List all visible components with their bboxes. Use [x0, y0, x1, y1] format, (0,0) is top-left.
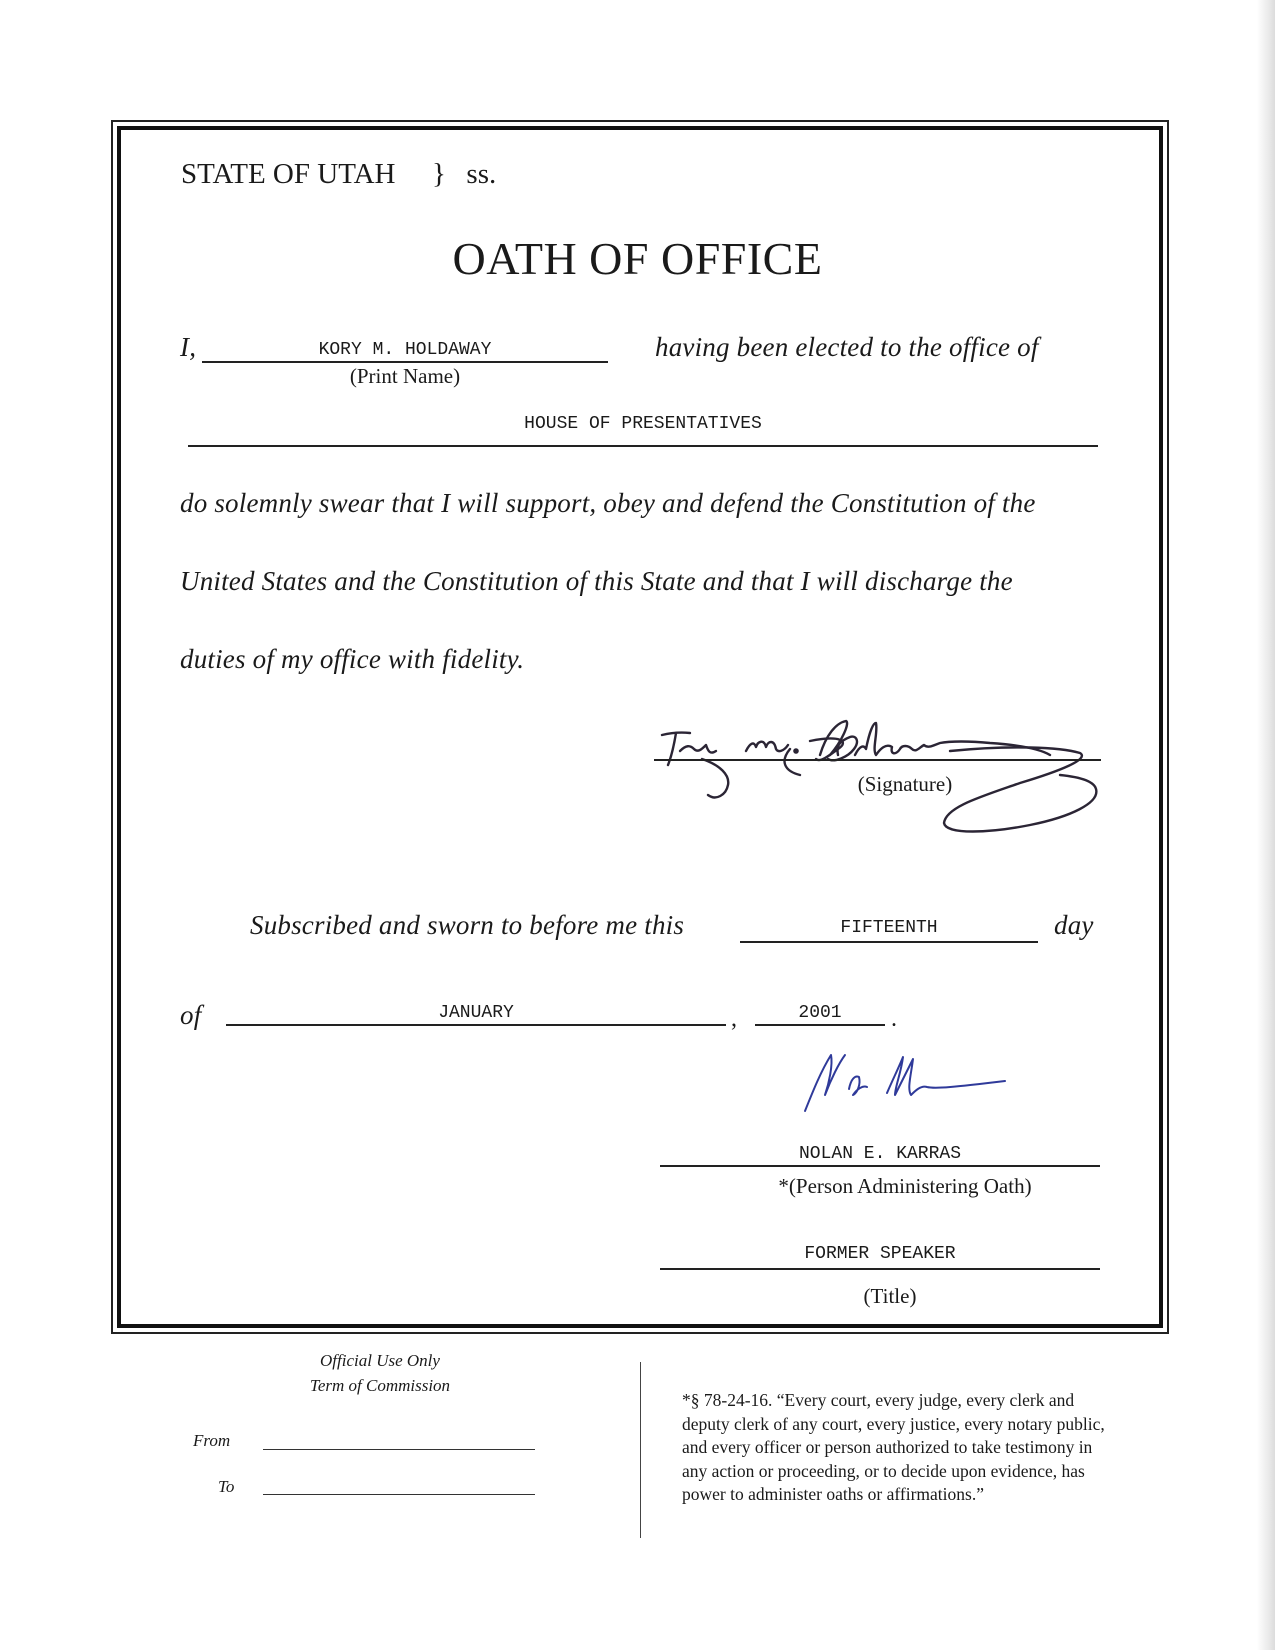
print-name-line [202, 361, 608, 363]
date-comma: , [731, 1006, 737, 1032]
office-value: HOUSE OF PRESENTATIVES [524, 414, 762, 434]
term-heading: Term of Commission [309, 1376, 451, 1395]
print-name-value: KORY M. HOLDAWAY [318, 340, 492, 360]
day-value: FIFTEENTH [840, 918, 938, 938]
oath-text-line-2: United States and the Constitution of this State and that I will discharge the [180, 566, 1013, 596]
administrator-caption: *(Person Administering Oath) [778, 1174, 1032, 1198]
administrator-line [660, 1165, 1100, 1167]
administrator-signature-image [795, 1045, 1015, 1115]
page-title: OATH OF OFFICE [452, 233, 823, 284]
footnote-line-1: *§ 78-24-16. “Every court, every judge, every clerk and [682, 1390, 1075, 1410]
elected-text: having been elected to the office of [655, 332, 1039, 362]
administrator-title-line [660, 1268, 1100, 1270]
year-line [755, 1024, 885, 1026]
administrator-name: NOLAN E. KARRAS [798, 1144, 962, 1164]
footnote-line-5: power to administer oaths or affirmations.” [682, 1484, 984, 1504]
day-line [740, 941, 1038, 943]
month-value: JANUARY [438, 1003, 514, 1023]
day-label: day [1054, 910, 1094, 940]
footnote-line-4: any action or proceeding, or to decide upon evidence, has [682, 1460, 1085, 1481]
signature-line [654, 759, 1101, 761]
state-heading [181, 158, 496, 191]
brace-symbol: } [431, 158, 446, 190]
administrator-title-caption: (Title) [863, 1284, 917, 1308]
print-name-caption: (Print Name) [349, 364, 461, 388]
footnote-line-3: and every officer or person authorized to take testimony in [682, 1437, 1093, 1457]
section-divider [640, 1362, 641, 1538]
official-use-heading: Official Use Only [320, 1351, 440, 1370]
oath-text-line-1: do solemnly swear that I will support, obey and defend the Constitution of the [180, 488, 1036, 518]
state-name: STATE OF UTAH [181, 158, 396, 190]
administrator-title-value: FORMER SPEAKER [804, 1244, 956, 1264]
to-label: To [218, 1477, 235, 1496]
oath-text-line-3: duties of my office with fidelity. [180, 644, 525, 674]
to-line [263, 1494, 535, 1495]
office-line [188, 445, 1098, 447]
sworn-text: Subscribed and sworn to before me this [250, 910, 685, 940]
footnote-line-2: deputy clerk of any court, every justice, every notary public, [682, 1413, 1105, 1434]
date-period: . [891, 1006, 897, 1032]
month-line [226, 1024, 726, 1026]
from-line [263, 1449, 535, 1450]
signature-caption: (Signature) [857, 772, 953, 796]
year-value: 2001 [798, 1003, 842, 1023]
of-label: of [180, 1000, 202, 1030]
ss-abbreviation: ss. [466, 158, 497, 190]
oath-prefix: I, [180, 332, 197, 362]
statute-footnote [682, 1389, 1105, 1507]
from-label: From [193, 1431, 231, 1450]
